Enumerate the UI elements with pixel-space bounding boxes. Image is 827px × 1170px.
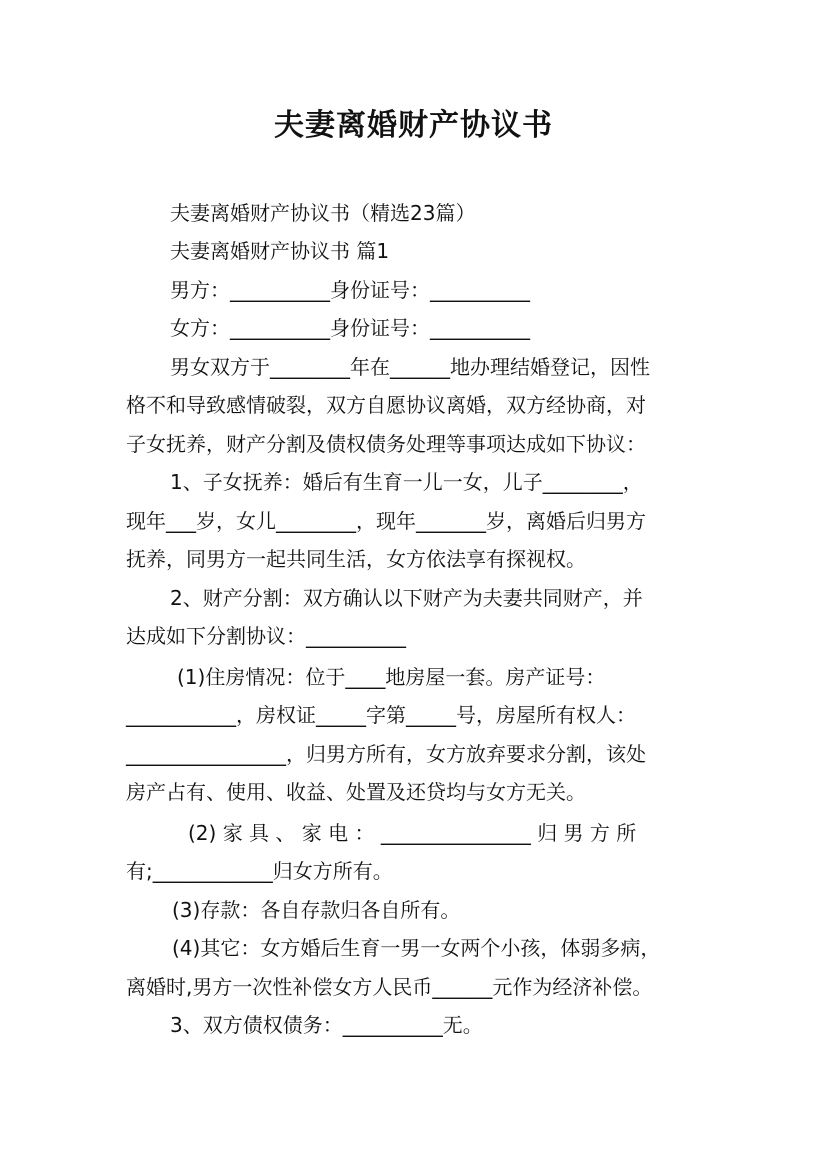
paragraph-line: 房产占有、使用、收益、处置及还贷均与女方无关。 xyxy=(126,780,586,804)
paragraph-line: 达成如下分割协议：__________ xyxy=(126,624,406,648)
paragraph-line: ___________，房权证_____字第_____号，房屋所有权人： xyxy=(126,703,636,727)
paragraph-line: 抚养，同男方一起共同生活，女方依法享有探视权。 xyxy=(126,547,586,571)
paragraph-line: 2、财产分割：双方确认以下财产为夫妻共同财产，并 xyxy=(170,586,643,610)
paragraph-line: 子女抚养，财产分割及债权债务处理等事项达成如下协议： xyxy=(126,432,646,456)
paragraph-line: (2) 家 具 、 家 电 ： _______________ 归 男 方 所 xyxy=(188,821,637,845)
paragraph-line: (4)其它：女方婚后生育一男一女两个小孩，体弱多病， xyxy=(172,936,661,960)
document-title: 夫妻离婚财产协议书 xyxy=(274,108,553,143)
paragraph-line: 1、子女抚养：婚后有生育一儿一女，儿子________， xyxy=(170,470,643,494)
subtitle-line: 夫妻离婚财产协议书（精选23篇） xyxy=(170,201,476,225)
wife-line: 女方：__________身份证号：__________ xyxy=(170,316,530,340)
paragraph-line: 3、双方债权债务：__________无。 xyxy=(170,1013,483,1037)
paragraph-line: 有;____________归女方所有。 xyxy=(126,859,393,883)
paragraph-line: 现年___岁，女儿________，现年_______岁，离婚后归男方 xyxy=(126,509,646,533)
husband-line: 男方：__________身份证号：__________ xyxy=(170,278,530,302)
paragraph-line: (1)住房情况：位于____地房屋一套。房产证号： xyxy=(177,665,606,689)
paragraph-line: ________________，归男方所有，女方放弃要求分割，该处 xyxy=(126,742,646,766)
section-heading: 夫妻离婚财产协议书 篇1 xyxy=(170,239,390,263)
paragraph-line: 离婚时,男方一次性补偿女方人民币______元作为经济补偿。 xyxy=(126,975,653,999)
paragraph-line: (3)存款：各自存款归各自所有。 xyxy=(172,898,461,922)
paragraph-line: 格不和导致感情破裂，双方自愿协议离婚，双方经协商，对 xyxy=(126,393,646,417)
paragraph-line: 男女双方于________年在______地办理结婚登记，因性 xyxy=(170,355,650,379)
